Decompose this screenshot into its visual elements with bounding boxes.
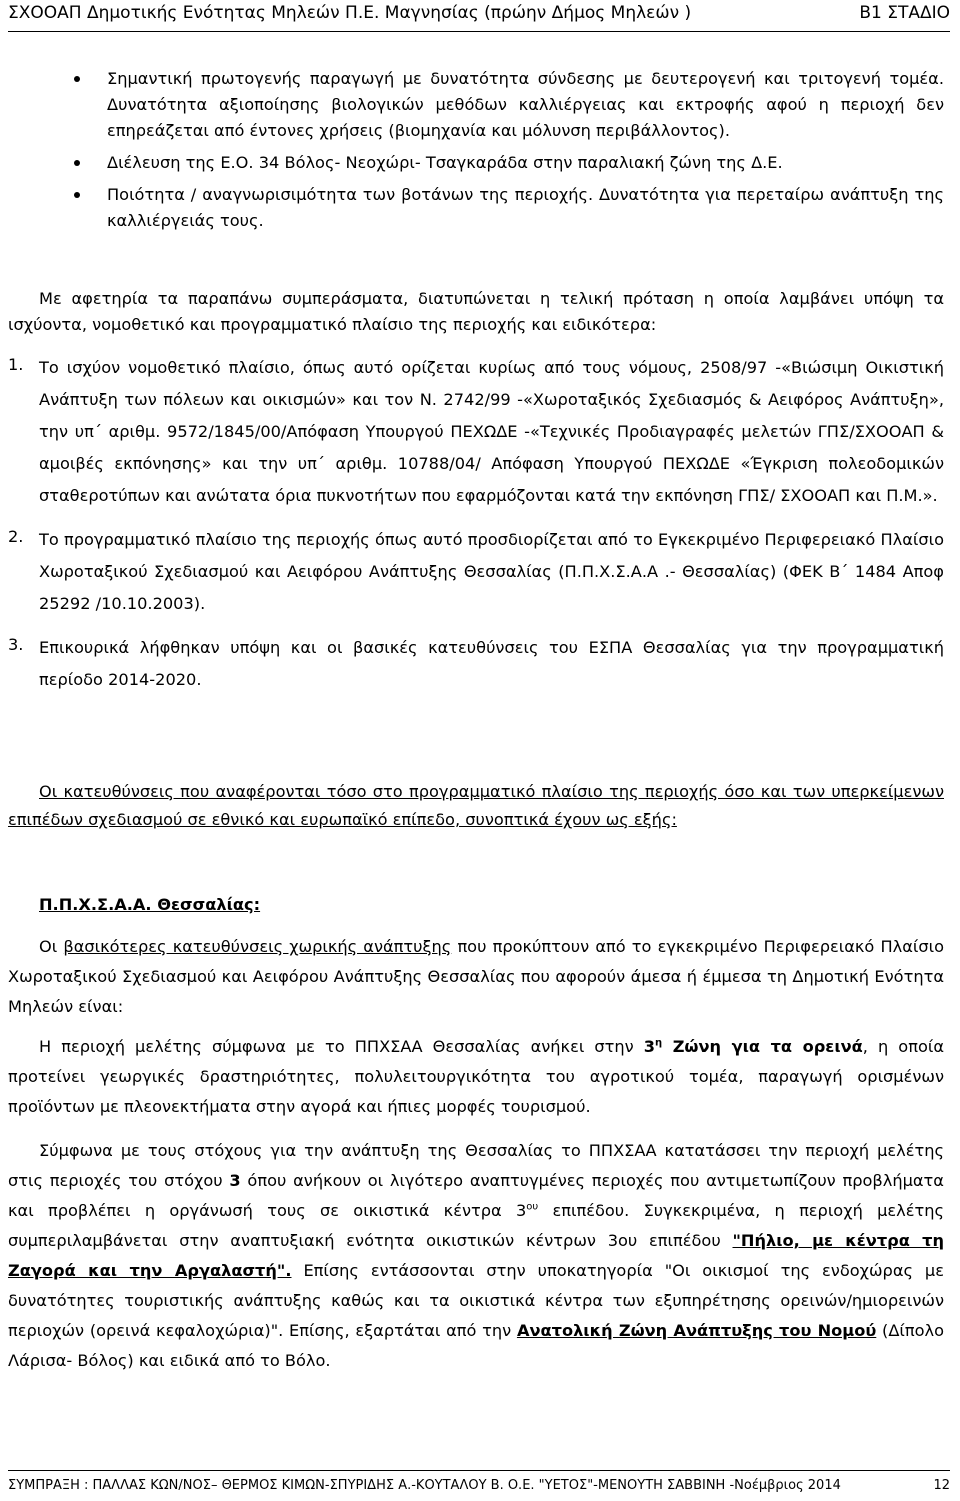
paragraph-goals: Σύμφωνα με τους στόχους για την ανάπτυξη της Θεσσαλίας το ΠΠΧΣΑΑ κατατάσσει την περιοχή μελέτης στις περιοχές του στόχου 3 όπου ανήκουν οι λιγότερο αναπτυγμένες περιοχές που αντιμετωπίζουν προβλήματα και προβλέπει η οργάνωσή τους σε οικιστικά κέντρα $3^{o\upsilon}$ επιπέδου. Συγκεκριμένα, η περιοχή μελέτης συμπεριλαμβάνεται στην αναπτυξιακή ενότητα οικιστικών κέντρων 3ου επιπέδου "Πήλιο, με κέντρα τη Ζαγορά και την Αργαλαστή". Επίσης εντάσσονται στην υποκατηγορία "Οι οικισμοί της ενδοχώρας με δυνατότητες τουριστικής ανάπτυξης καθώς και τα οικιστικά κέντρα των εξυπηρέτησης ορεινών/ημιορεινών περιοχών (ορεινά κεφαλοχώρια)". Επίσης, εξαρτάται από την Ανατολική Ζώνη Ανάπτυξης του Νομού (Δίπολο Λάρισα- Βόλος) και ειδικά από το Βόλο. bbox=[8, 1141, 944, 1370]
list-item: Σημαντική πρωτογενής παραγωγή με δυνατότητα σύνδεσης με δευτερογενή και τριτογενή τομέα. Δυνατότητα αξιοποίησης βιολογικών μεθόδων καλλιέργειας και εκτροφής αφού η περιοχή δεν επηρεάζεται από έντονες χρήσεις (βιομηχανία και μόλυνση περιβάλλοντος). bbox=[8, 66, 944, 144]
header-title: ΣΧΟΟΑΠ Δημοτικής Ενότητας Μηλεών Π.Ε. Μαγνησίας (πρώην Δήμος Μηλεών ) bbox=[8, 3, 692, 23]
page-number: 12 bbox=[933, 1478, 950, 1493]
page-footer bbox=[8, 1470, 950, 1497]
bullet-list bbox=[8, 66, 944, 234]
paragraph-zone: Η περιοχή μελέτης σύμφωνα με το ΠΠΧΣΑΑ Θεσσαλίας ανήκει στην $3^\eta$ Ζώνη για τα ορεινά, η οποία προτείνει γεωργικές δραστηριότητες, πολυλειτουργικότητα του αγροτικού τομέα, παραγωγή ορισμένων προϊόντων με πλεονεκτήματα στην αγορά και ήπιες μορφές τουρισμού. bbox=[8, 1037, 945, 1116]
list-item: Διέλευση της Ε.Ο. 34 Βόλος- Νεοχώρι- Τσαγκαράδα στην παραλιακή ζώνη της Δ.Ε. bbox=[8, 150, 944, 176]
list-item: Ποιότητα / αναγνωρισιμότητα των βοτάνων της περιοχής. Δυνατότητα για περεταίρω ανάπτυξη της καλλιέργειάς τους. bbox=[8, 182, 944, 234]
footer-credits: ΣΥΜΠΡΑΞΗ : ΠΑΛΛΑΣ ΚΩΝ/ΝΟΣ– ΘΕΡΜΟΣ ΚΙΜΩΝ-ΣΠΥΡΙΔΗΣ Α.-ΚΟΥΤΑΛΟΥ Β. Ο.Ε. "ΥΕΤΟΣ"-ΜΕΝΟΥΤΗ ΣΑΒΒΙΝΗ -Νοέμβριος 2014 bbox=[8, 1478, 841, 1493]
ppxsaa-heading: Π.Π.Χ.Σ.Α.Α. Θεσσαλίας: bbox=[39, 895, 261, 914]
directions-heading: Οι κατευθύνσεις που αναφέρονται τόσο στο προγραμματικό πλαίσιο της περιοχής όσο και των υπερκείμενων επιπέδων σχεδιασμού σε εθνικό και ευρωπαϊκό επίπεδο, συνοπτικά έχουν ως εξής: bbox=[8, 782, 944, 829]
paragraph-directions: Οι βασικότερες κατευθύνσεις χωρικής ανάπτυξης που προκύπτουν από το εγκεκριμένο Περιφερειακό Πλαίσιο Χωροταξικού Σχεδιασμού και Αειφόρου Ανάπτυξης Θεσσαλίας που αφορούν άμεσα ή έμμεσα τη Δημοτική Ενότητα Μηλεών είναι: bbox=[8, 937, 945, 1016]
document-body bbox=[8, 66, 944, 1376]
page-header bbox=[8, 0, 950, 32]
numbered-item-2: 2. Το προγραμματικό πλαίσιο της περιοχής όπως αυτό προσδιορίζεται από το Εγκεκριμένο Περιφερειακό Πλαίσιο Χωροταξικού Σχεδιασμού και Αειφόρου Ανάπτυξης Θεσσαλίας (Π.Π.Χ.Σ.Α.Α .- Θεσσαλίας) (ΦΕΚ Β΄ 1484 Αποφ 25292 /10.10.2003). bbox=[8, 527, 944, 613]
bullet-icon bbox=[74, 76, 80, 82]
intro-paragraph: Με αφετηρία τα παραπάνω συμπεράσματα, διατυπώνεται η τελική πρόταση η οποία λαμβάνει υπόψη τα ισχύοντα, νομοθετικό και προγραμματικό πλαίσιο της περιοχής και ειδικότερα: bbox=[8, 289, 944, 334]
bullet-icon bbox=[74, 160, 80, 166]
numbered-item-3: 3. Επικουρικά λήφθηκαν υπόψη και οι βασικές κατευθύνσεις του ΕΣΠΑ Θεσσαλίας για την προγραμματική περίοδο 2014-2020. bbox=[8, 635, 944, 689]
bullet-icon bbox=[74, 192, 80, 198]
header-stage: Β1 ΣΤΑΔΙΟ bbox=[859, 3, 950, 23]
numbered-item-1: 1. Το ισχύον νομοθετικό πλαίσιο, όπως αυτό ορίζεται κυρίως από τους νόμους, 2508/97 -«Βιώσιμη Οικιστική Ανάπτυξη των πόλεων και οικισμών» και τον Ν. 2742/99 -«Χωροταξικός Σχεδιασμός & Αειφόρος Ανάπτυξη», την υπ΄ αριθμ. 9572/1845/00/Απόφαση Υπουργού ΠΕΧΩΔΕ -«Τεχνικές Προδιαγραφές μελετών ΓΠΣ/ΣΧΟΟΑΠ & αμοιβές εκπόνησης» και την υπ΄ αριθμ. 10788/04/ Απόφαση Υπουργού ΠΕΧΩΔΕ «Έγκριση πολεοδομικών σταθεροτύπων και ανώτατα όρια πυκνοτήτων που εφαρμόζονται κατά την εκπόνηση ΓΠΣ/ ΣΧΟΟΑΠ και Π.Μ.». bbox=[8, 355, 944, 505]
